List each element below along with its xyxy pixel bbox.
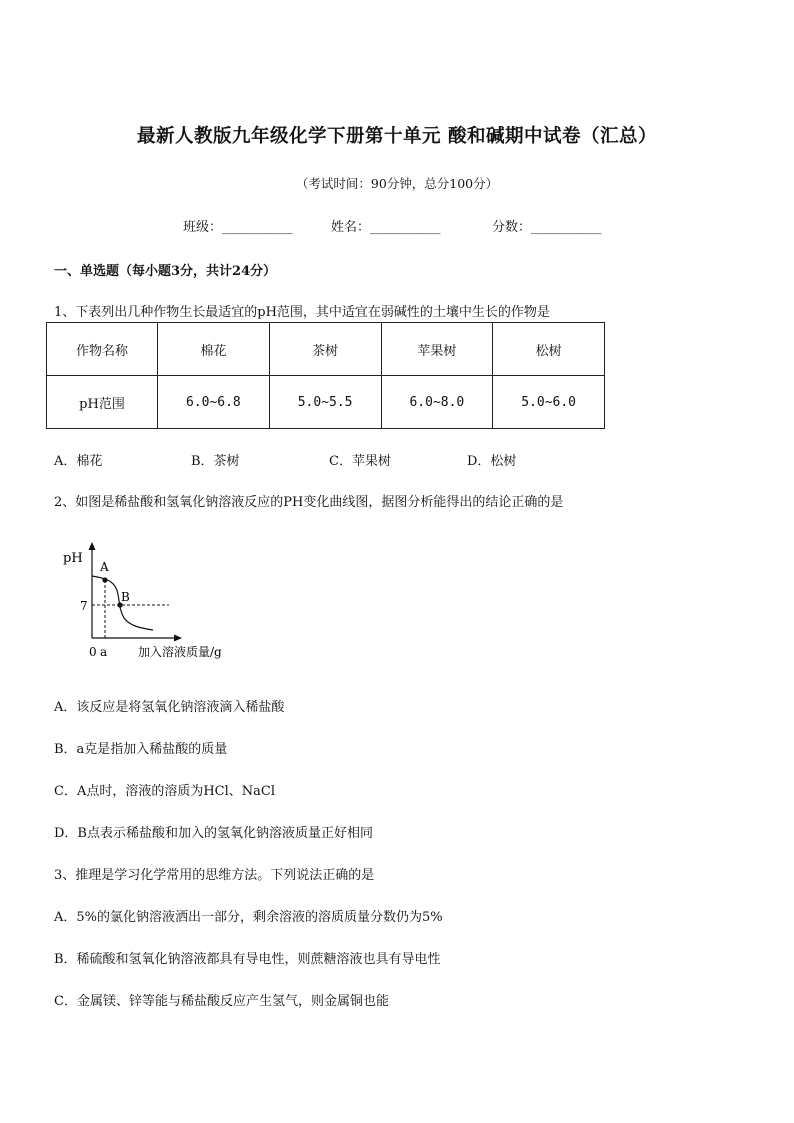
ph-7-label: 7	[80, 599, 88, 613]
table-row	[47, 323, 605, 376]
table-cell: 茶树	[269, 323, 381, 376]
table-cell: 作物名称	[47, 323, 158, 376]
q2-option-c[interactable]: C．A点时，溶液的溶质为HCl、NaCl	[54, 784, 276, 799]
q3-option-b[interactable]: B．稀硫酸和氢氧化钠溶液都具有导电性，则蔗糖溶液也具有导电性	[54, 952, 441, 967]
x-axis-label: 加入溶液质量/g	[138, 645, 222, 659]
q2-option-a[interactable]: A．该反应是将氢氧化钠溶液滴入稀盐酸	[54, 700, 285, 715]
a-label: a	[100, 645, 108, 659]
q1-option-c[interactable]: C．苹果树	[329, 454, 391, 469]
section-heading: 一、单选题（每小题3分，共计24分）	[54, 264, 277, 279]
q1-option-b[interactable]: B．茶树	[191, 454, 240, 469]
table-cell: 5.0~5.5	[269, 376, 381, 429]
y-axis-label: pH	[63, 551, 83, 566]
q3-option-a[interactable]: A．5%的氯化钠溶液洒出一部分，剩余溶液的溶质质量分数仍为5%	[54, 910, 443, 925]
q2-option-d[interactable]: D．B点表示稀盐酸和加入的氢氧化钠溶液质量正好相同	[54, 826, 373, 841]
score-field: 分数：_________	[492, 220, 602, 235]
table-cell: pH范围	[47, 376, 158, 429]
name-field: 姓名：_________	[331, 220, 441, 235]
origin-label: 0	[89, 645, 97, 659]
point-b-label: B	[121, 590, 130, 604]
y-axis-arrow	[89, 542, 96, 550]
class-field: 班级：_________	[183, 220, 293, 235]
table-cell: 5.0~6.0	[493, 376, 605, 429]
point-a-dot	[102, 577, 107, 582]
table-cell: 6.0~6.8	[158, 376, 270, 429]
x-axis-arrow	[174, 635, 182, 642]
ph-range-table	[46, 322, 605, 429]
ph-curve-figure	[56, 538, 256, 668]
table-cell: 松树	[493, 323, 605, 376]
question-1: 1、下表列出几种作物生长最适宜的pH范围，其中适宜在弱碱性的土壤中生长的作物是	[54, 305, 550, 320]
table-cell: 6.0~8.0	[381, 376, 493, 429]
q1-option-a[interactable]: A．棉花	[54, 454, 103, 469]
table-cell: 苹果树	[381, 323, 493, 376]
question-3: 3、推理是学习化学常用的思维方法。下列说法正确的是	[54, 868, 375, 883]
question-2: 2、如图是稀盐酸和氢氧化钠溶液反应的PH变化曲线图，据图分析能得出的结论正确的是	[54, 495, 564, 510]
table-cell: 棉花	[158, 323, 270, 376]
table-row	[47, 376, 605, 429]
point-a-label: A	[100, 560, 109, 574]
exam-subtitle: （考试时间：90分钟，总分100分）	[295, 176, 499, 191]
page-title: 最新人教版九年级化学下册第十单元 酸和碱期中试卷（汇总）	[137, 126, 657, 147]
q3-option-c[interactable]: C．金属镁、锌等能与稀盐酸反应产生氢气，则金属铜也能	[54, 994, 389, 1009]
q2-option-b[interactable]: B．a克是指加入稀盐酸的质量	[54, 742, 228, 757]
q1-option-d[interactable]: D．松树	[467, 454, 517, 469]
